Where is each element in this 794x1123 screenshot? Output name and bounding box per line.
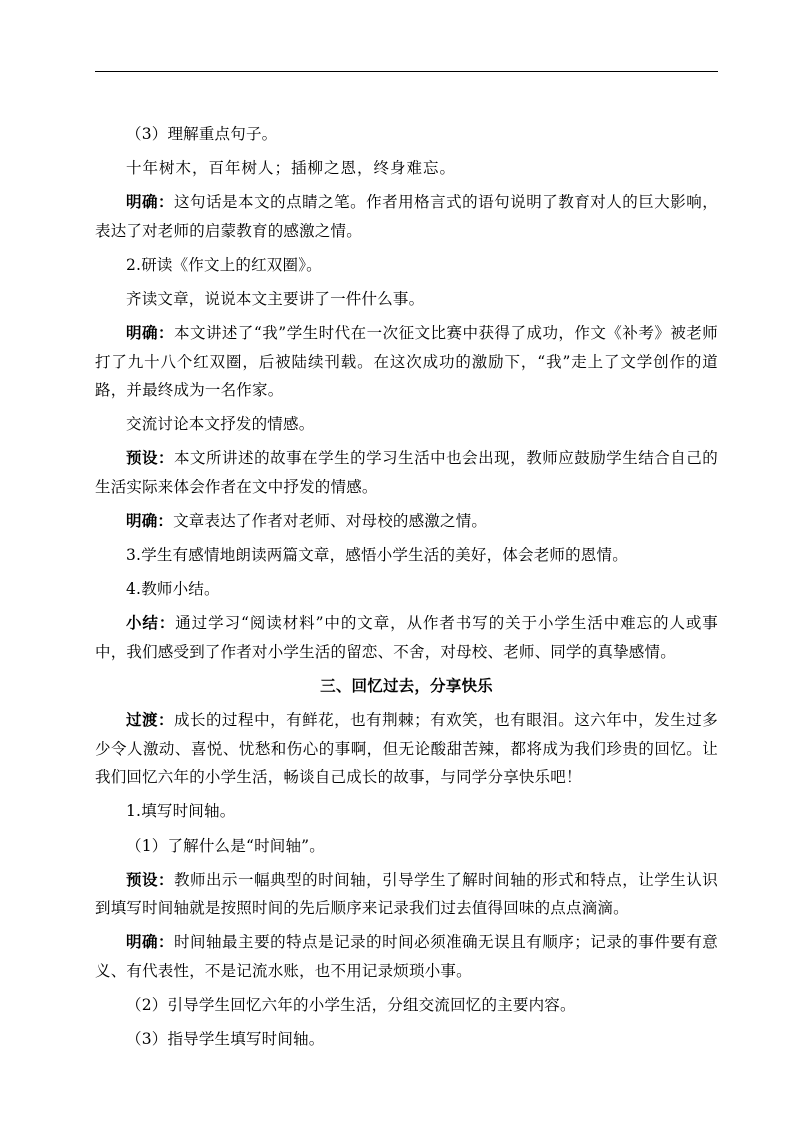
transition-paragraph (95, 706, 718, 792)
section-heading (95, 672, 718, 701)
paragraph-sub-2 (95, 991, 718, 1020)
summary-paragraph (95, 609, 718, 666)
paragraph-text: 1.填写时间轴。 (126, 802, 236, 821)
clarify-paragraph (95, 319, 718, 405)
paragraph-text: （3）理解重点句子。 (126, 125, 278, 143)
paragraph-text: 2.研读《作文上的红双圈》。 (126, 255, 322, 274)
header-rule (95, 71, 718, 72)
step-3-heading (95, 541, 718, 570)
paragraph-text: 齐读文章，说说本文主要讲了一件什么事。 (126, 289, 425, 308)
paragraph-sub-3b (95, 1025, 718, 1054)
paragraph-text: 时间轴最主要的特点是记录的时间必须准确无误且有顺序；记录的事件要有意义、有代表性，不是记流水账，也不用记录烦琐小事。 (95, 933, 718, 980)
paragraph-text: 通过学习“阅读材料”中的文章，从作者书写的关于小学生活中难忘的人或事中，我们感受到了作者对小学生活的留恋、不舍，对母校、老师、同学的真挚感情。 (95, 614, 718, 661)
paragraph-text: 本文所讲述的故事在学生的学习生活中也会出现，教师应鼓励学生结合自己的生活实际来体会作者在文中抒发的情感。 (95, 449, 718, 497)
paragraph-label: 预设： (126, 869, 175, 889)
clarify-paragraph (95, 507, 718, 536)
section-heading-text: 三、回忆过去，分享快乐 (320, 676, 493, 696)
paragraph-text: 交流讨论本文抒发的情感。 (126, 415, 315, 434)
paragraph-label: 明确： (126, 932, 175, 952)
paragraph-text: 这句话是本文的点睛之笔。作者用格言式的语句说明了教育对人的巨大影响，表达了对老师的启蒙教育的感激之情。 (95, 193, 718, 240)
preset-paragraph (95, 444, 718, 501)
paragraph-label: 过渡： (126, 710, 175, 730)
paragraph-text: 本文讲述了“我”学生时代在一次征文比赛中获得了成功，作文《补考》被老师打了九十八个红双圈，后被陆续刊载。在这次成功的激励下，“我”走上了文学创作的道路，并最终成为一名作家。 (95, 324, 718, 400)
step-4-heading (95, 575, 718, 604)
task-paragraph (95, 285, 718, 314)
step-2-heading (95, 251, 718, 280)
clarify-paragraph (95, 928, 718, 985)
clarify-paragraph (95, 188, 718, 245)
paragraph-text: 4.教师小结。 (126, 580, 220, 599)
quote-line (95, 154, 718, 183)
paragraph-label: 小结： (126, 613, 176, 633)
task-paragraph (95, 410, 718, 439)
paragraph-text: 成长的过程中，有鲜花，也有荆棘；有欢笑，也有眼泪。这六年中，发生过多少令人激动、喜悦、忧愁和伤心的事啊，但无论酸甜苦辣，都将成为我们珍贵的回忆。让我们回忆六年的小学生活，畅谈自己成长的故事，与同学分享快乐吧！ (95, 711, 718, 787)
paragraph-label: 明确： (126, 323, 174, 343)
paragraph-text: 教师出示一幅典型的时间轴，引导学生了解时间轴的形式和特点，让学生认识到填写时间轴就是按照时间的先后顺序来记录我们过去值得回味的点点滴滴。 (95, 870, 718, 918)
paragraph-label: 明确： (126, 192, 175, 212)
paragraph-text: 文章表达了作者对老师、对母校的感激之情。 (173, 512, 488, 531)
paragraph-label: 明确： (126, 511, 174, 531)
document-body (95, 120, 718, 1059)
paragraph-text: （1）了解什么是“时间轴”。 (126, 836, 326, 855)
preset-paragraph (95, 866, 718, 923)
paragraph-label: 预设： (126, 448, 175, 468)
step-1-heading (95, 797, 718, 826)
paragraph-text: 3.学生有感情地朗读两篇文章，感悟小学生活的美好，体会老师的恩情。 (126, 546, 628, 565)
paragraph-sub-3 (95, 120, 718, 149)
paragraph-text: （2）引导学生回忆六年的小学生活，分组交流回忆的主要内容。 (126, 996, 576, 1015)
paragraph-sub-1 (95, 832, 718, 861)
paragraph-text: （3）指导学生填写时间轴。 (126, 1030, 325, 1049)
paragraph-text: 十年树木，百年树人；插柳之恩，终身难忘。 (126, 159, 457, 178)
